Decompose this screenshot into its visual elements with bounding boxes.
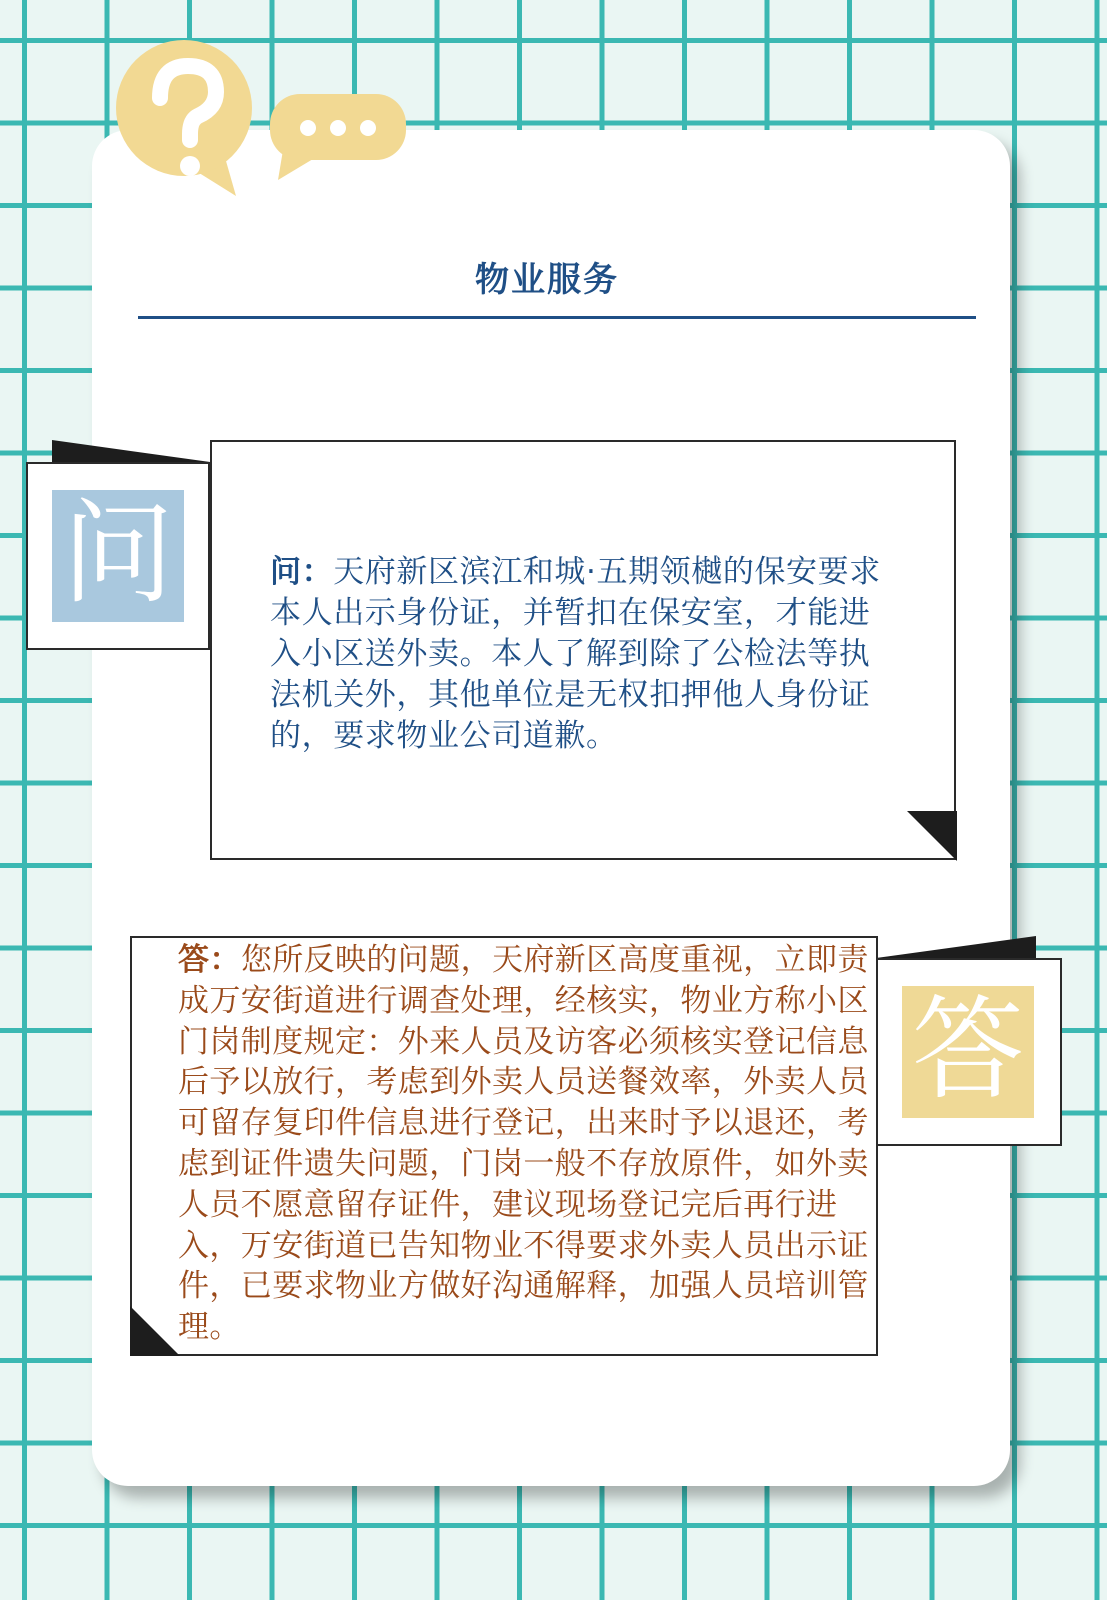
- question-text-block: [270, 552, 900, 757]
- question-mark-bubble-icon: [112, 36, 262, 206]
- title-divider: [138, 316, 976, 319]
- answer-badge-char: 答: [902, 986, 1034, 1118]
- question-lead: 问：: [270, 554, 334, 590]
- answer-box-corner-fold: [130, 1306, 180, 1356]
- answer-text: 您所反映的问题，天府新区高度重视，立即责成万安街道进行调查处理，经核实，物业方称小区门岗制度规定：外来人员及访客必须核实登记信息后予以放行，考虑到外卖人员送餐效率，外卖人员可留存复印件信息进行登记，出来时予以退还，考虑到证件遗失问题，门岗一般不存放原件，如外卖人员不愿意留存证件，建议现场登记完后再行进入，万安街道已告知物业不得要求外卖人员出示证件，已要求物业方做好沟通解释，加强人员培训管理。: [178, 942, 869, 1346]
- question-text: 天府新区滨江和城·五期领樾的保安要求本人出示身份证，并暂扣在保安室，才能进入小区送外卖。本人了解到除了公检法等执法机关外，其他单位是无权扣押他人身份证的，要求物业公司道歉。: [270, 554, 881, 754]
- question-badge-char: 问: [52, 490, 184, 622]
- answer-lead: 答：: [178, 942, 241, 978]
- page-title: 物业服务: [475, 260, 619, 300]
- ellipsis-bubble-icon: [268, 92, 408, 182]
- question-box-corner-fold: [907, 811, 957, 861]
- answer-badge-shadow: [876, 936, 1036, 958]
- answer-text-block: [178, 940, 876, 1348]
- question-badge-shadow: [52, 440, 210, 462]
